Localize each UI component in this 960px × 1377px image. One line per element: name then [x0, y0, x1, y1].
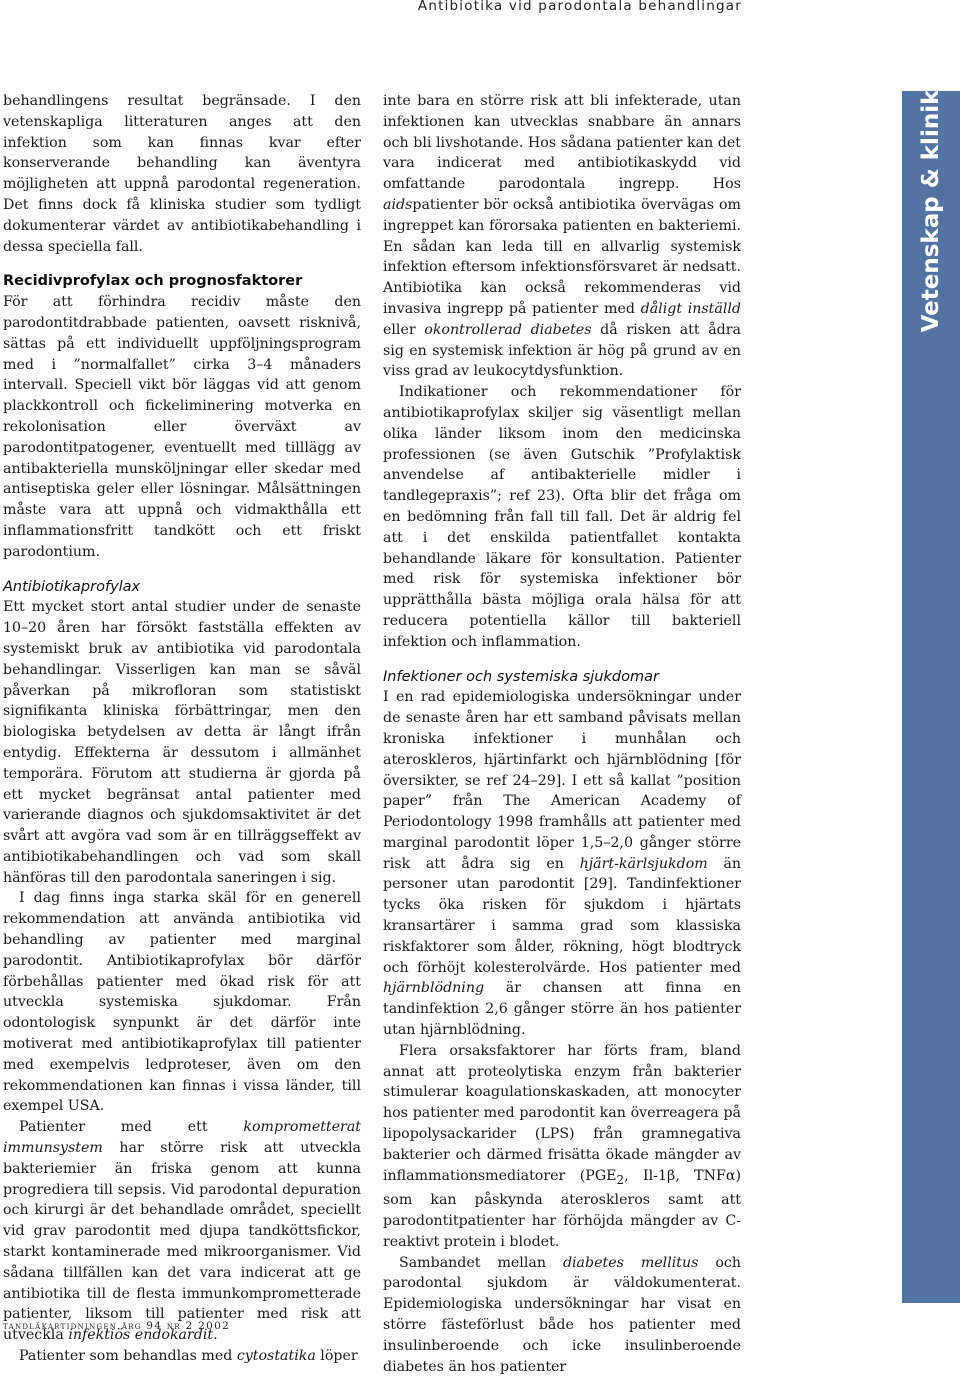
- paragraph: Flera orsaksfaktorer har förts fram, bland annat att proteolytiska enzym från bakterier stimulerar koagulationskaskaden, att monocyter hos patienter med parodontit kan överreagera på lipopolysackarider (LPS) från gramnegativa bakterier och därmed frisätta ökade mängder av inflammationsmediatorer ($PGE_2$, Il-1β, TNFα) som kan påskynda ateroskleros samt att parodontitpatienter har förhöjda mängder av C-reaktivt protein i blodet.: [383, 1042, 741, 1250]
- paragraph: Ett mycket stort antal studier under de senaste 10–20 åren har försökt fastställa effekten av systemiskt bruk av antibiotika vid parodontala behandlingar. Visserligen kan man se såväl påverkan på mikrofloran som statistiskt signifikanta kliniska förbättringar, men den biologiska betydelsen av detta är långt ifrån entydig. Effekterna är dessutom i allmänhet temporära. Förutom att studierna är gjorda på ett mycket begränsat antal patienter med varierande diagnos och sjukdomsaktivitet är det svårt att avgöra vad som är en tillräggseffekt av antibiotikabehandlingen och vad som skall hänföras till den parodontala saneringen i sig.: [3, 599, 361, 886]
- paragraph: I dag finns inga starka skäl för en generell rekommendation att använda antibiotika vid behandling av patienter med marginal parodontit. Antibiotikaprofylax bör därför förbehållas patienter med ökad risk för att utveckla systemiska sjukdomar. Från odontologisk synpunkt är det därför inte motiverat med antibiotikaprofylax till patienter med exempelvis ledproteser, även om den rekommendationen kan finnas i vissa länder, till exempel USA.: [3, 890, 361, 1115]
- paragraph: I en rad epidemiologiska undersökningar under de senaste åren har ett samband påvisats mellan kroniska infektioner i munhålan och ateroskleros, hjärtinfarkt och hjärnblödning [för översikter, se ref 24–29]. I ett så kallat ”position paper” från The American Academy of Periodontology 1998 framhålls att patienter med marginal parodontit löper 1,5–2,0 gånger större risk att ådra sig en hjärt-kärlsjukdom än personer utan parodontit [29]. Tandinfektioner tycks öka risken för sjukdom i hjärtats kransartärer i samma grad som klassiska riskfaktorer som ålder, rökning, högt blodtryck och förhöjt kolesterolvärde. Hos patienter med hjärnblödning är chansen att finna en tandinfektion 2,6 gånger större än hos patienter utan hjärnblödning.: [383, 689, 741, 1039]
- paragraph: Indikationer och rekommendationer för antibiotikaprofylax skiljer sig väsentligt mellan olika länder liksom inom den medicinska professionen (se även Gutschik ”Profylaktisk anvendelse af antibakterielle midler i tandlegepraxis”; ref 23). Ofta blir det fråga om en bedömning från fall till fall. Det är aldrig fel att i det enskilda patientfallet kontakta behandlande läkare för konsultation. Patienter med risk för systemiska infektioner bör upprätthålla bästa möjliga orala hälsa för att reducera potentiella källor till bakteriell infektion och inflammation.: [383, 384, 741, 650]
- running-title: Antibiotika vid parodontala behandlingar: [417, 0, 742, 14]
- paragraph: Patienter som behandlas med cytostatika löper: [19, 1348, 358, 1365]
- subheading-infektioner: Infektioner och systemiska sjukdomar: [383, 668, 659, 685]
- section-label: [902, 91, 960, 331]
- right-column: [383, 91, 741, 1377]
- paragraph: inte bara en större risk att bli infekterade, utan infektionen kan utvecklas snabbare än annars och bli livshotande. Hos sådana patienter kan det vara indicerat med antibiotikaskydd vid omfattande parodontala ingrepp. Hos aidspatienter bör också antibiotika övervägas om ingreppet kan förorsaka patienten en bakteriemi. En sådan kan leda till en allvarlig systemisk infektion eftersom infektionsförsvaret är nedsatt. Antibiotika kan också rekommenderas vid invasiva ingrepp på patienter med dåligt inställd eller okontrollerad diabetes då risken att ådra sig en systemisk infektion är hög på grund av en viss grad av leukocytdysfunktion.: [383, 93, 741, 380]
- left-column: [3, 91, 361, 1367]
- paragraph: För att förhindra recidiv måste den parodontitdrabbade patienten, oavsett risknivå, sättas på ett individuellt uppföljningsprogram med i ”normalfallet” cirka 3–4 månaders intervall. Speciell vikt bör läggas vid att genom plackkontroll och fickeliminering motverka en rekolonisation eller överväxt av parodontitpatogener, eventuellt med tilllägg av antibakteriella munsköljningar eller skedar med antiseptiska geler eller lösningar. Målsättningen måste vara att uppnå och vidmakthålla ett inflammationsfritt tandkött och ett friskt parodontium.: [3, 294, 361, 560]
- subheading-recidivprofylax: Recidivprofylax och prognosfaktorer: [3, 273, 303, 290]
- section-label-text: Vetenskap & klinik: [918, 89, 944, 333]
- subheading-antibiotikaprofylax: Antibiotikaprofylax: [3, 578, 141, 595]
- paragraph: Sambandet mellan diabetes mellitus och parodontal sjukdom är väldokumenterat. Epidemiologiska undersökningar har visat en större fästeförlust både hos patienter med insulinberoende och icke insulinberoende diabetes än hos patienter: [383, 1254, 742, 1375]
- paragraph: behandlingens resultat begränsade. I den vetenskapliga litteraturen anges att den infektion som kan finnas kvar efter konserverande behandling kan äventyra möjligheten att uppnå parodontal regeneration. Det finns dock få kliniska studier som tydligt dokumenterar värdet av antibiotikabehandling i dessa speciella fall.: [3, 93, 361, 255]
- paragraph: Patienter med ett komprometterat immunsystem har större risk att utveckla bakteriemier än friska genom att kunna progrediera till sepsis. Vid parodontal depuration och kirurgi är det behandlade området, speciellt vid grav parodontit med djupa tandköttsfickor, starkt kontaminerade med mikroorganismer. Vid sådana tillfällen kan det vara indicerat att ge antibiotika till de flesta immunkomprometterade patienter, liksom till patienter med risk att utveckla infektiös endokardit.: [3, 1119, 361, 1344]
- journal-footer: tandläkartidningen årg 94 nr 2 2002: [3, 1320, 231, 1332]
